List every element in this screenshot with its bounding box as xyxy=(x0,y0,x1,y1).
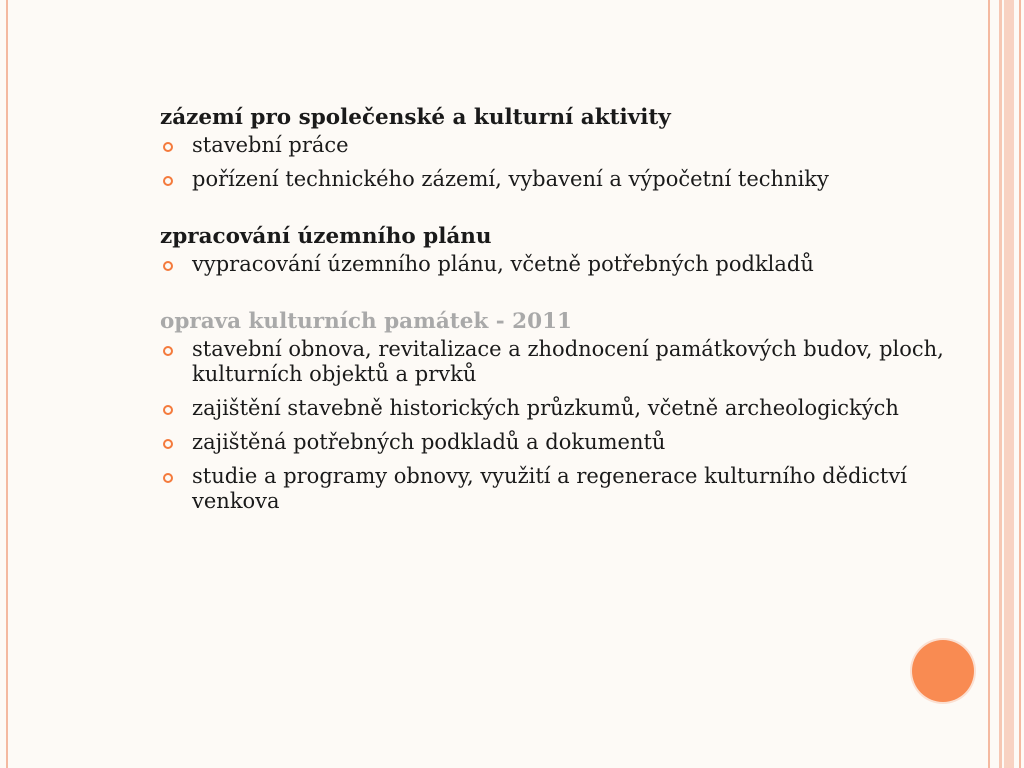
decorative-circle xyxy=(912,640,974,702)
list-item: pořízení technického zázemí, vybavení a výpočetní techniky xyxy=(160,167,950,192)
frame-right-band xyxy=(1004,0,1014,768)
list-item: zajištěná potřebných podkladů a dokumentů xyxy=(160,430,950,455)
section-heading: zpracování územního plánu xyxy=(160,224,492,249)
bullet-list xyxy=(160,133,950,192)
section-monument-repair xyxy=(160,307,950,514)
frame-right-line xyxy=(999,0,1002,768)
section-heading: zázemí pro společenské a kulturní aktivity xyxy=(160,105,671,130)
list-item: stavební obnova, revitalizace a zhodnocení památkových budov, ploch, kulturních objektů a prvků xyxy=(160,337,950,387)
list-item: studie a programy obnovy, využití a regenerace kulturního dědictví venkova xyxy=(160,464,950,514)
frame-left-line xyxy=(6,0,8,768)
list-item: zajištění stavebně historických průzkumů, včetně archeologických xyxy=(160,396,950,421)
list-item: vypracování územního plánu, včetně potřebných podkladů xyxy=(160,252,950,277)
bullet-list xyxy=(160,337,950,514)
bullet-list xyxy=(160,252,950,277)
list-item: stavební práce xyxy=(160,133,950,158)
frame-right-line xyxy=(988,0,990,768)
frame-right-line xyxy=(1019,0,1021,768)
section-zoning-plan xyxy=(160,222,950,277)
section-cultural-facilities xyxy=(160,103,950,192)
slide-content xyxy=(160,103,950,544)
section-heading: oprava kulturních památek - 2011 xyxy=(160,309,573,334)
